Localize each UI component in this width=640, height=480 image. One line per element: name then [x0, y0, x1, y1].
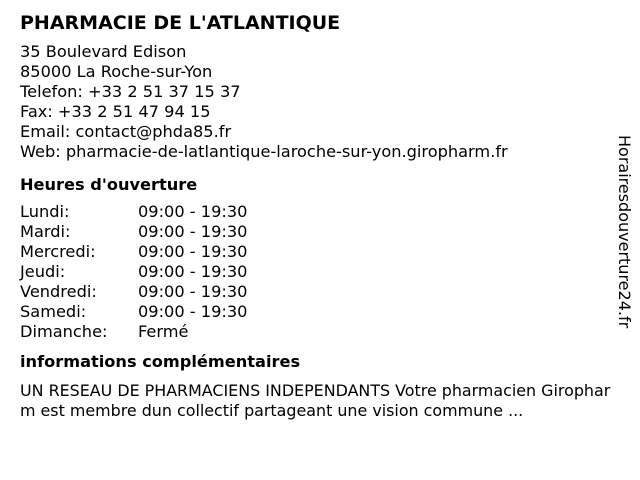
time-value: 09:00 - 19:30 — [138, 302, 248, 321]
address-block — [20, 42, 610, 162]
day-label: Vendredi: — [20, 282, 97, 301]
time-value: 09:00 - 19:30 — [138, 282, 248, 301]
day-label: Mardi: — [20, 222, 71, 241]
address-city: 85000 La Roche-sur-Yon — [20, 62, 213, 81]
watermark-text: Horairesdouverture24.fr — [615, 135, 634, 329]
hours-heading: Heures d'ouverture — [20, 175, 198, 194]
email-address: Email: contact@phda85.fr — [20, 122, 232, 141]
hours-row-tuesday — [20, 222, 610, 242]
time-value: 09:00 - 19:30 — [138, 242, 248, 261]
time-value: 09:00 - 19:30 — [138, 202, 248, 221]
day-label: Jeudi: — [20, 262, 66, 281]
hours-row-wednesday — [20, 242, 610, 262]
hours-row-sunday — [20, 322, 610, 342]
website: Web: pharmacie-de-latlantique-laroche-sur-yon.giropharm.fr — [20, 142, 508, 161]
pharmacy-card — [20, 11, 610, 421]
phone-number: Telefon: +33 2 51 37 15 37 — [20, 82, 241, 101]
address-street: 35 Boulevard Edison — [20, 42, 187, 61]
hours-row-friday — [20, 282, 610, 302]
hours-table — [20, 202, 610, 342]
time-value: Fermé — [138, 322, 189, 341]
time-value: 09:00 - 19:30 — [138, 262, 248, 281]
day-label: Dimanche: — [20, 322, 108, 341]
hours-row-saturday — [20, 302, 610, 322]
hours-row-monday — [20, 202, 610, 222]
day-label: Samedi: — [20, 302, 87, 321]
fax-number: Fax: +33 2 51 47 94 15 — [20, 102, 211, 121]
info-description: UN RESEAU DE PHARMACIENS INDEPENDANTS Votre pharmacien Giropharm est membre dun collectif partageant une vision commune ... — [20, 381, 611, 420]
pharmacy-name: PHARMACIE DE L'ATLANTIQUE — [20, 12, 341, 34]
hours-row-thursday — [20, 262, 610, 282]
day-label: Lundi: — [20, 202, 70, 221]
time-value: 09:00 - 19:30 — [138, 222, 248, 241]
day-label: Mercredi: — [20, 242, 96, 261]
info-heading: informations complémentaires — [20, 352, 301, 371]
